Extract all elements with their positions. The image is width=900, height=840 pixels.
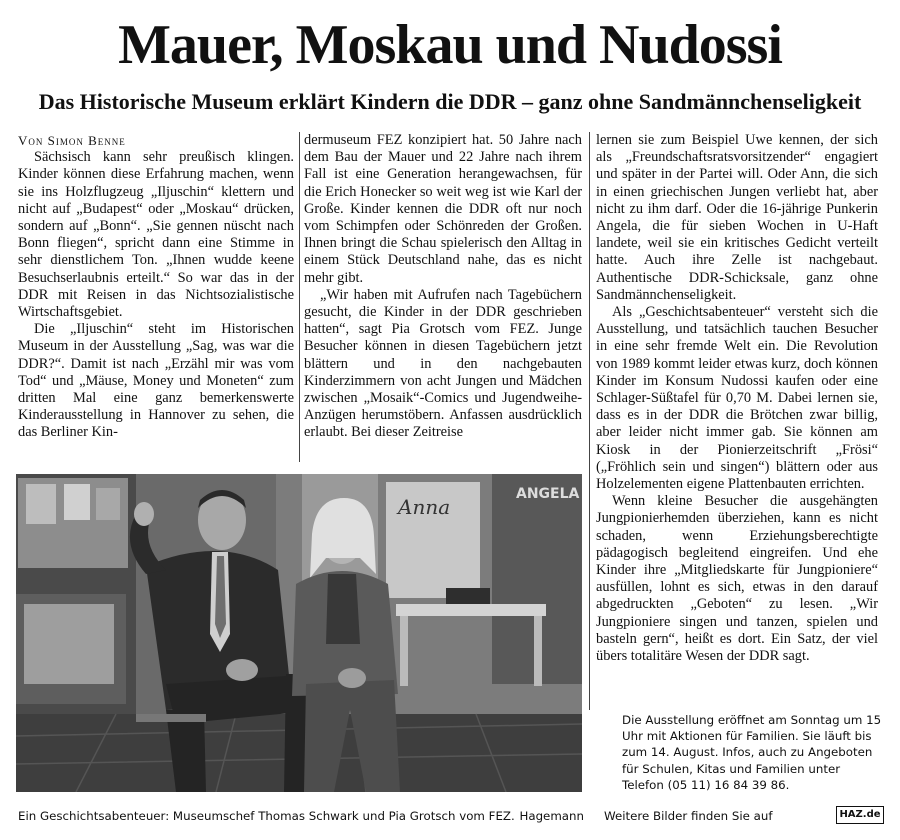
paragraph: lernen sie zum Beispiel Uwe kennen, der sich als „Freundschaftsratsvorsitzender“ engagiert und später in der Partei will. Oder Ann, die sich in einen griechischen Jungen verliebt hat, aber nicht zu ihm darf. Oder die 16-jährige Punkerin Angela, die für sieben Wochen in U-Haft landete, weil sie ein kritisches Gedicht verteilt hatte. Auch ihre Zelle ist nachgebaut. Authentische DDR-Schicksale, ganz ohne Sandmännchenseligkeit. (596, 132, 878, 303)
article-column-2 (304, 132, 582, 462)
photo-caption (18, 808, 584, 824)
info-text: Die Ausstellung eröffnet am Sonntag um 15 Uhr mit Aktionen für Familien. Sie läuft bis zum 14. August. Infos, auch zu Angeboten für Schulen, Kitas und Familien unter Telefon (05 11) 16 84 39 86. (622, 713, 882, 792)
paragraph: Sächsisch kann sehr preußisch klingen. Kinder können diese Erfahrung machen, wenn sie ins Holzflugzeug „Iljuschin“ klettern und nicht auf „Budapest“ oder „Moskau“ drücken, sondern auf „Bonn“. „Sie gennen nüscht nach Bonn fliegen“, spricht dann eine Stimme in sehr dienstlichem Ton. „Ihnen wudde keene Besuchserlaubnis erteilt.“ So war das in der DDR mit Reisen in das Nichtsozialistische Wirtschaftsgebiet. (18, 149, 294, 321)
caption-text: Ein Geschichtsabenteuer: Museumschef Thomas Schwark und Pia Grotsch vom FEZ. (18, 809, 515, 823)
subheadline: Das Historische Museum erklärt Kindern die DDR – ganz ohne Sandmännchenseligkeit (38, 89, 862, 114)
haz-logo[interactable]: HAZ.de (836, 806, 884, 824)
headline: Mauer, Moskau und Nudossi (118, 14, 782, 76)
paragraph: Als „Geschichtsabenteuer“ versteht sich die Ausstellung, und tatsächlich tauchen Besucher in eine sehr fremde Welt ein. Die Revolution von 1989 kommt leider etwas kurz, doch können Kinder im Konsum Nudossi kaufen oder eine Schlager-Süßtafel für 0,70 M. Dabei lernen sie, dass es in der DDR die Brötchen zwar billig, aber leider nicht immer gab. Sie können am Kiosk in der Pionierzeitschrift „Frösi“ („Fröhlich sein und singen“) blättern oder aus Holzelementen eigene Plattenbauten errichten. (596, 304, 878, 493)
paragraph: „Wir haben mit Aufrufen nach Tagebüchern gesucht, die Kinder in der DDR geschrieben hatten“, sagt Pia Grotsch vom FEZ. Junge Besucher können in diesen Tagebüchern jetzt blättern und in den nachgebauten Kinderzimmern von acht Jungen und Mädchen zwischen „Mosaik“-Comics und Jugendweihe-Anzügen herumstöbern. Anfassen ausdrücklich erlaubt. Bei dieser Zeitreise (304, 286, 582, 441)
paragraph: Die „Iljuschin“ steht im Historischen Museum in der Ausstellung „Sag, was war die DDR?“. Damit ist nach „Erzähl mir was vom Tod“ und „Mäuse, Money und Moneten“ zum dritten Mal eine ganz bemerkenswerte Kinderausstellung in Hannover zu sehen, die das Berliner Kin- (18, 321, 294, 441)
article-column-3 (596, 132, 878, 702)
web-reference-text: Weitere Bilder finden Sie auf (604, 809, 773, 823)
byline: Von Simon Benne (18, 133, 126, 148)
exhibit-sign-ann: Anna (398, 495, 451, 519)
photo-credit: Hagemann (519, 809, 584, 823)
photo-illustration (16, 474, 582, 792)
info-box (622, 712, 884, 793)
paragraph: dermuseum FEZ konzipiert hat. 50 Jahre nach dem Bau der Mauer und 22 Jahre nach ihrem Fall ist eine Generation herangewachsen, für die Erich Honecker so weit weg ist wie Karl der Große. Kinder kennen die DDR oft nur noch vom Schimpfen oder Schönreden der Großen. Ihnen bringt die Schau spielerisch den Alltag in einem Stück Deutschland nahe, das es nicht mehr gibt. (304, 132, 582, 286)
paragraph: Wenn kleine Besucher die ausgehängten Jungpionierhemden überziehen, kann es nicht schaden, wenn Erziehungsberechtigte pädagogisch begleitend eingreifen. Und ehe Kinder ihre „Mitgliedskarte für Jungpioniere“ ausfüllen, lohnt es sich, etwas in den darauf abgedruckten „Geboten“ zu lesen. „Wir Jungpioniere singen und tanzen, spielen und basteln gern“, heißt es dort. Ein Satz, der viel übers totalitäre Wesen der DDR sagt. (596, 493, 878, 665)
exhibit-sign-angela: ANGELA (516, 486, 580, 502)
article-column-1 (18, 132, 294, 462)
column-divider (589, 132, 590, 710)
column-divider (299, 132, 300, 462)
article-photo (16, 474, 582, 792)
